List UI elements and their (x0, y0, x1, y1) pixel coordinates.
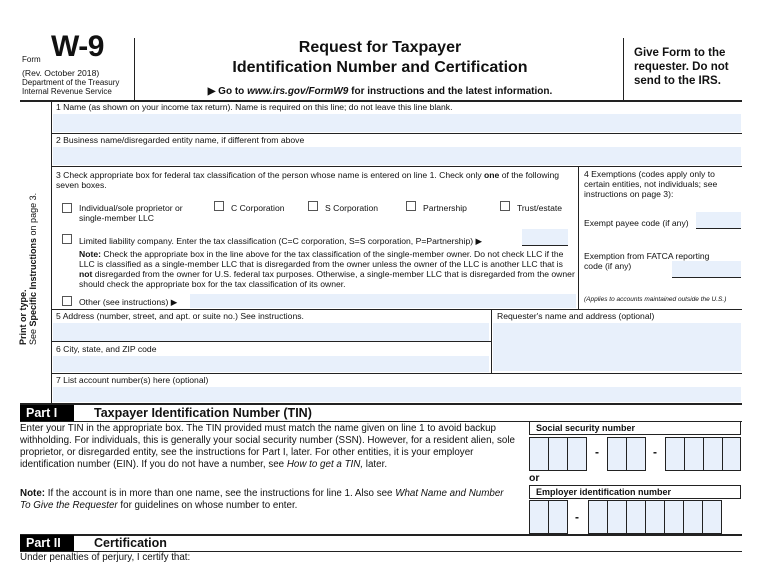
partnership-checkbox[interactable] (406, 201, 416, 211)
s-corp-checkbox[interactable] (308, 201, 318, 211)
irs-link[interactable]: www.irs.gov/FormW9 (247, 86, 349, 97)
individual-label: Individual/sole proprietor or single-member LLC (79, 203, 183, 223)
ein-digit-2[interactable] (548, 500, 568, 534)
give-form-notice: Give Form to the requester. Do not send to the IRS. (634, 47, 729, 87)
agency-line: Internal Revenue Service (22, 87, 112, 96)
ein-field-group (529, 500, 741, 534)
form-number: W-9 (51, 30, 104, 63)
ssn-digit-2[interactable] (548, 437, 568, 471)
instructions-line: ▶ Go to www.irs.gov/FormW9 for instructions and the latest information. (207, 86, 553, 97)
part1-note: Note: If the account is in more than one name, see the instructions for line 1. Also see What Name and Number To Give the Requester for guidelines on whose number to enter. (20, 488, 504, 511)
c-corp-label: C Corporation (231, 203, 285, 213)
part2-intro: Under penalties of perjury, I certify that: (20, 552, 191, 563)
llc-checkbox[interactable] (62, 234, 72, 244)
line6-city-field[interactable] (53, 356, 489, 372)
or-label: or (529, 472, 540, 484)
llc-note: Note: Check the appropriate box in the line above for the tax classification of the single-member owner. Do not check LLC if the LLC is classified as a single-member LLC that is disregarded from the owner unless the owner of the LLC is another LLC that is not disregarded from the owner for U.S. federal tax purposes. Otherwise, a single-member LLC that is disregarded from the owner should check the appropriate box for the tax classification of its owner. (79, 249, 575, 289)
llc-label: Limited liability company. Enter the tax classification (C=C corporation, S=S corporation, P=Partnership) ▶ (79, 236, 483, 246)
individual-checkbox[interactable] (62, 203, 72, 213)
trust-estate-checkbox[interactable] (500, 201, 510, 211)
ssn-dash-1: - (595, 445, 599, 459)
fatca-label: Exemption from FATCA reporting code (if any) (584, 251, 710, 271)
line7-account-field[interactable] (53, 387, 741, 402)
requester-field[interactable] (493, 323, 741, 371)
trust-estate-label: Trust/estate (517, 203, 563, 213)
ein-digit-6[interactable] (645, 500, 665, 534)
side-label: Print or type. See Specific Instructions on page 3. (18, 192, 38, 345)
ein-digit-1[interactable] (529, 500, 549, 534)
part1-label: Part I (20, 405, 74, 421)
exempt-payee-field[interactable] (696, 212, 741, 229)
other-checkbox[interactable] (62, 296, 72, 306)
form-title-line2: Identification Number and Certification (232, 59, 528, 76)
ssn-dash-2: - (653, 445, 657, 459)
part1-title: Taxpayer Identification Number (TIN) (94, 406, 312, 420)
exempt-payee-label: Exempt payee code (if any) (584, 218, 689, 228)
form-title-line1: Request for Taxpayer (298, 39, 462, 56)
c-corp-checkbox[interactable] (214, 201, 224, 211)
requester-label: Requester's name and address (optional) (497, 311, 655, 321)
ssn-field-group (529, 437, 741, 471)
part2-title: Certification (94, 536, 167, 550)
ssn-digit-5[interactable] (626, 437, 646, 471)
line7-label: 7 List account number(s) here (optional) (56, 375, 209, 385)
ssn-digit-6[interactable] (665, 437, 685, 471)
fatca-applies-note: (Applies to accounts maintained outside the U.S.) (584, 296, 727, 303)
department-line: Department of the Treasury (22, 78, 120, 87)
ein-digit-7[interactable] (664, 500, 684, 534)
form-header (0, 0, 759, 101)
exemptions-heading: 4 Exemptions (codes apply only to certain entities, not individuals; see instructions on page 3): (584, 169, 718, 199)
partnership-label: Partnership (423, 203, 467, 213)
ein-digit-9[interactable] (702, 500, 722, 534)
line6-label: 6 City, state, and ZIP code (56, 344, 157, 354)
ssn-digit-7[interactable] (684, 437, 704, 471)
line2-label: 2 Business name/disregarded entity name, if different from above (56, 135, 305, 145)
ein-dash: - (575, 510, 579, 524)
ein-digit-5[interactable] (626, 500, 646, 534)
ssn-digit-3[interactable] (567, 437, 587, 471)
other-label: Other (see instructions) ▶ (79, 297, 178, 307)
ssn-digit-4[interactable] (607, 437, 627, 471)
llc-classification-field[interactable] (522, 229, 568, 246)
line1-name-field[interactable] (53, 114, 741, 132)
line1-label: 1 Name (as shown on your income tax return). Name is required on this line; do not leave this line blank. (56, 102, 453, 112)
ein-digit-3[interactable] (588, 500, 608, 534)
other-field[interactable] (190, 294, 576, 308)
fatca-field[interactable] (672, 261, 741, 278)
ein-digit-8[interactable] (683, 500, 703, 534)
line2-business-field[interactable] (53, 147, 741, 165)
ssn-label: Social security number (529, 421, 741, 435)
ssn-digit-8[interactable] (703, 437, 723, 471)
part1-instructions: Enter your TIN in the appropriate box. The TIN provided must match the name given on line 1 to avoid backup withholding. For individuals, this is generally your social security number (SSN). However, for a resident alien, sole proprietor, or disregarded entity, see the instructions for Part I, later. For other entities, it is your employer identification number (EIN). If you do not have a number, see How to get a TIN, later. (20, 423, 515, 470)
revision-date: (Rev. October 2018) (22, 68, 100, 78)
form-label: Form (22, 55, 41, 64)
ein-digit-4[interactable] (607, 500, 627, 534)
line5-address-field[interactable] (53, 323, 489, 341)
line5-label: 5 Address (number, street, and apt. or suite no.) See instructions. (56, 311, 304, 321)
line3-label: 3 Check appropriate box for federal tax classification of the person whose name is entered on line 1. Check only one of the following seven boxes. (56, 170, 560, 190)
ssn-digit-1[interactable] (529, 437, 549, 471)
ssn-digit-9[interactable] (722, 437, 741, 471)
s-corp-label: S Corporation (325, 203, 379, 213)
part2-label: Part II (20, 535, 74, 551)
ein-label: Employer identification number (529, 485, 741, 499)
